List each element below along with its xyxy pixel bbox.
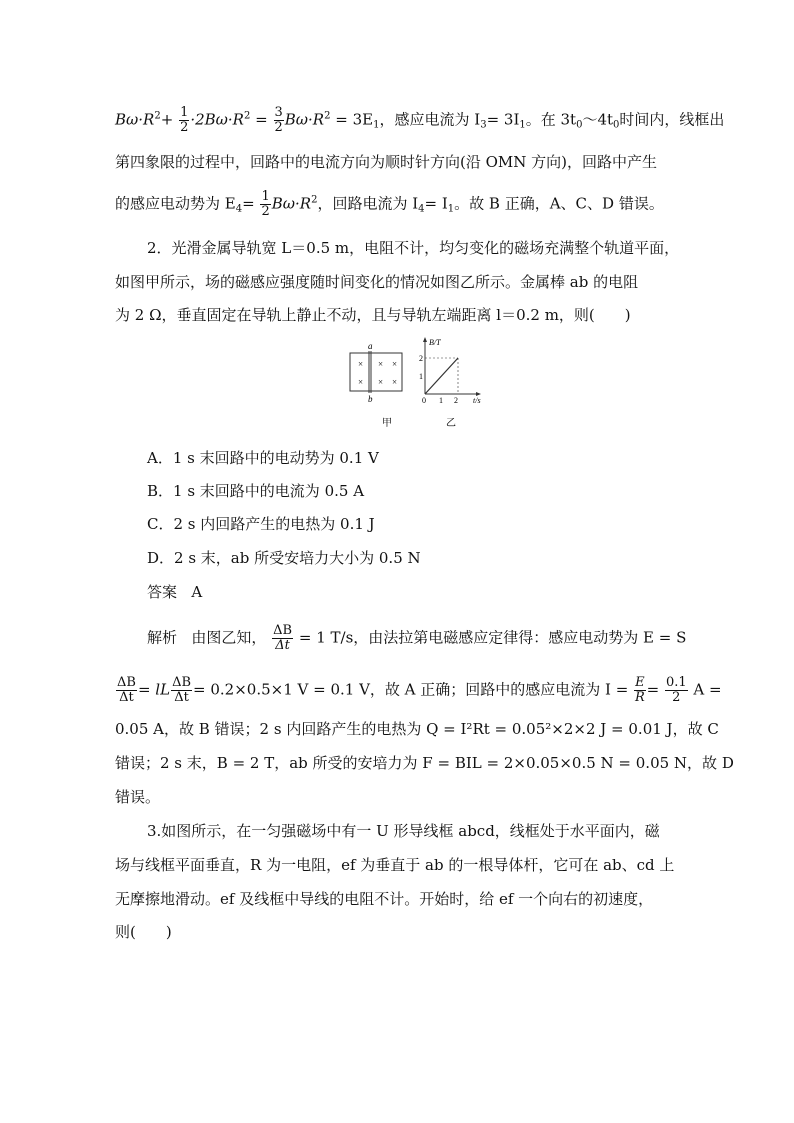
answer-value: A — [191, 583, 203, 601]
question-2-figure — [340, 336, 490, 432]
fraction-three-halves: $\frac{3}{2}$ — [274, 105, 283, 135]
field-mark: × — [378, 377, 384, 387]
analysis-line-4: 错误；2 s 末，B = 2 T，ab 所受的安培力为 F = BIL = 2×0.05×0.5 N = 0.05 N，故 D — [115, 754, 734, 772]
question-3-line-1: 3.如图所示，在一匀强磁场中有一 U 形导线框 abcd，线框处于水平面内，磁 — [147, 822, 660, 840]
point-a-label: a — [368, 341, 373, 351]
option-c: C．2 s 内回路产生的电热为 0.1 J — [147, 515, 375, 533]
x-tick-0: 0 — [422, 396, 426, 405]
field-mark: × — [378, 359, 384, 369]
question-2-line-1: 2．光滑金属导轨宽 L＝0.5 m，电阻不计，均匀变化的磁场充满整个轨道平面， — [147, 239, 680, 257]
analysis-line-3: 0.05 A，故 B 错误；2 s 内回路产生的电热为 Q = I²Rt = 0.05²×2×2 J = 0.01 J，故 C — [115, 720, 719, 738]
analysis-label: 解析 — [147, 628, 178, 647]
fraction-dB-dt-3: $\frac{\Delta B}{\Delta t}$ — [172, 675, 192, 705]
question-3-line-3: 无摩擦地滑动。ef 及线框中导线的电阻不计。开始时，给 ef 一个向右的初速度， — [115, 890, 654, 908]
x-tick-1: 1 — [439, 396, 443, 405]
answer-line — [147, 582, 202, 602]
field-mark: × — [358, 359, 364, 369]
y-axis-label: B/T — [429, 338, 441, 347]
figure-yi-label: 乙 — [446, 418, 456, 429]
fraction-half: $\frac{1}{2}$ — [180, 105, 189, 135]
question-3-line-2: 场与线框平面垂直，R 为一电阻，ef 为垂直于 ab 的一根导体杆，它可在 ab、cd 上 — [115, 856, 675, 874]
analysis-line-2: $\frac{\Delta B}{\Delta t}$ = lL $\frac{\Delta B}{\Delta t}$ = 0.2×0.5×1 V = 0.1 V，故 A 正确；回路中的感应电流为 I = $\frac{E}{R}$ = $\frac{0.1}{2}$ A = — [117, 675, 722, 705]
figure-yi-graph — [419, 337, 481, 429]
solution-line-2: 第四象限的过程中，回路中的电流方向为顺时针方向(沿 OMN 方向)，回路中产生 — [115, 153, 658, 171]
field-mark: × — [358, 377, 364, 387]
field-mark: × — [392, 377, 398, 387]
fraction-E-R: $\frac{E}{R}$ — [634, 675, 645, 705]
figure-jia — [350, 341, 402, 429]
y-tick-2: 2 — [419, 354, 423, 363]
solution-line-1: $B\omega\cdot R^2+$ $\frac{1}{2}$ $\cdot 2B\omega\cdot R^2$ = $\frac{3}{2}$ $B\omega\cdot R^2 = 3E_1$，感应电流为 $I_3= 3I_1$。在 $3t_0\sim 4t_0$时间内，线框出 — [115, 105, 725, 135]
answer-label: 答案 — [147, 583, 178, 601]
question-2-line-3: 为 2 Ω，垂直固定在导轨上静止不动，且与导轨左端距离 l＝0.2 m，则( ) — [115, 306, 631, 324]
field-mark: × — [392, 359, 398, 369]
question-3-line-4: 则( ) — [115, 923, 172, 941]
question-2-line-2: 如图甲所示，场的磁感应强度随时间变化的情况如图乙所示。金属棒 ab 的电阻 — [115, 273, 639, 291]
analysis-line-5: 错误。 — [115, 788, 161, 806]
option-b: B．1 s 末回路中的电流为 0.5 A — [147, 482, 365, 500]
option-a: A．1 s 末回路中的电动势为 0.1 V — [147, 449, 379, 467]
fraction-dB-dt-2: $\frac{\Delta B}{\Delta t}$ — [117, 675, 136, 705]
fraction-value: $\frac{0.1}{2}$ — [665, 675, 687, 705]
solution-line-3: 的感应电动势为 $E_4=$ $\frac{1}{2}$ $B\omega\cdot R^2$，回路电流为 $I_4= I_1$。故 B 正确，A、C、D 错误。 — [115, 189, 664, 219]
fraction-half-2: $\frac{1}{2}$ — [261, 189, 270, 219]
x-axis-label: t/s — [473, 396, 481, 405]
option-d: D．2 s 末，ab 所受安培力大小为 0.5 N — [147, 549, 421, 567]
analysis-line-1: 解析 由图乙知， $\frac{\Delta B}{\Delta t} = 1$ T/s，由法拉第电磁感应定律得：感应电动势为 E = S — [147, 623, 687, 653]
point-b-label: b — [368, 394, 373, 404]
y-tick-1: 1 — [419, 372, 423, 381]
figure-jia-label: 甲 — [382, 418, 392, 429]
x-tick-2: 2 — [454, 396, 458, 405]
fraction-dB-dt: $\frac{\Delta B}{\Delta t}$ — [273, 623, 293, 653]
b-t-line — [425, 358, 458, 394]
